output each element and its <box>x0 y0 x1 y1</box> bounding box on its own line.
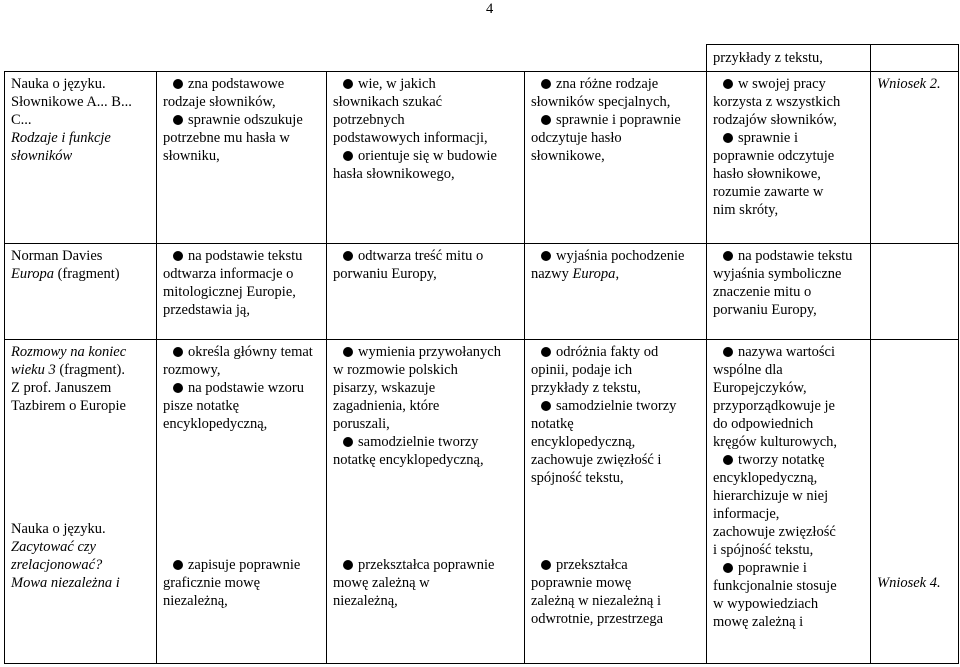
text-fragment: w swojej pracy <box>738 76 826 92</box>
bullet-icon <box>343 79 353 89</box>
cell-line <box>163 75 320 93</box>
cell-line <box>163 265 320 283</box>
text-fragment: zależną w niezależną i <box>531 593 662 609</box>
cell-line <box>333 147 518 165</box>
text-fragment: przykłady z tekstu, <box>531 380 641 396</box>
bullet-icon <box>723 133 733 143</box>
text-fragment: na podstawie tekstu <box>188 248 303 264</box>
text-fragment: funkcjonalnie stosuje <box>713 578 837 594</box>
text-fragment: notatkę encyklopedyczną, <box>333 452 484 468</box>
bullet-icon <box>723 79 733 89</box>
cell-line <box>531 574 700 592</box>
text-fragment: nazwy <box>531 266 573 282</box>
cell-line <box>713 541 864 559</box>
cell-line <box>531 592 700 610</box>
text-fragment: słownikach szukać <box>333 94 443 110</box>
text-fragment: odwrotnie, przestrzega <box>531 611 664 627</box>
text-fragment: wyjaśnia pochodzenie <box>556 248 685 264</box>
text-fragment: Rozmowy na koniec <box>11 344 127 360</box>
cell-line <box>163 361 320 379</box>
cell-line <box>531 610 700 628</box>
cell-line <box>11 556 150 574</box>
bullet-icon <box>541 401 551 411</box>
cell-line <box>11 379 150 397</box>
table-row <box>5 244 959 340</box>
text-fragment: tworzy notatkę <box>738 452 825 468</box>
table-cell <box>707 72 871 244</box>
text-fragment: informacje, <box>713 506 780 522</box>
table-cell <box>327 72 525 244</box>
text-fragment: pisze notatkę <box>163 398 240 414</box>
text-fragment: Mowa niezależna i <box>11 575 120 591</box>
cell-line <box>163 93 320 111</box>
text-fragment: Wniosek 4. <box>877 575 941 591</box>
text-fragment: Słownikowe A... B... <box>11 94 132 110</box>
cell-line <box>333 247 518 265</box>
cell-line <box>333 433 518 451</box>
text-fragment: hierarchizuje w niej <box>713 488 829 504</box>
cell-line <box>333 93 518 111</box>
text-fragment: odczytuje hasło <box>531 130 622 146</box>
cell-line <box>11 520 150 538</box>
cell-line <box>713 469 864 487</box>
cell-line <box>163 397 320 415</box>
cell-line <box>713 379 864 397</box>
bullet-icon <box>343 151 353 161</box>
table-cell <box>871 72 959 244</box>
cell-line <box>163 556 320 574</box>
cell-line <box>531 361 700 379</box>
cell-line <box>333 574 518 592</box>
requirements-table <box>4 44 959 664</box>
text-fragment: wie, w jakich <box>358 76 436 92</box>
table-cell <box>525 340 707 664</box>
bullet-icon <box>343 347 353 357</box>
bullet-icon <box>343 437 353 447</box>
text-fragment: odróżnia fakty od <box>556 344 659 360</box>
bullet-icon <box>173 347 183 357</box>
cell-line <box>11 361 150 379</box>
bullet-icon <box>173 560 183 570</box>
text-fragment: poprawnie i <box>738 560 807 576</box>
cell-line <box>713 183 864 201</box>
cell-line <box>11 265 150 283</box>
text-fragment: Europa <box>11 266 54 282</box>
text-fragment: encyklopedyczną, <box>163 416 268 432</box>
table-cell <box>327 340 525 664</box>
text-fragment: potrzebnych <box>333 112 405 128</box>
cell-line <box>333 592 518 610</box>
cell-line <box>877 75 952 93</box>
table-cell <box>871 340 959 664</box>
cell-line <box>163 343 320 361</box>
text-fragment: hasła słownikowego, <box>333 166 455 182</box>
cell-line <box>713 111 864 129</box>
text-fragment: nim skróty, <box>713 202 779 218</box>
text-fragment: zna różne rodzaje <box>556 76 659 92</box>
bullet-icon <box>723 251 733 261</box>
top-fragment-text: przykłady z tekstu, <box>713 50 823 66</box>
bullet-icon <box>173 251 183 261</box>
table-cell <box>157 72 327 244</box>
cell-line <box>531 379 700 397</box>
text-fragment: mitologicznej Europie, <box>163 284 296 300</box>
text-fragment: Nauka o języku. <box>11 521 106 537</box>
cell-line <box>11 538 150 556</box>
text-fragment: notatkę <box>531 416 574 432</box>
cell-line <box>531 265 700 283</box>
cell-line <box>713 165 864 183</box>
table-row <box>5 340 959 664</box>
bullet-icon <box>173 383 183 393</box>
text-fragment: na podstawie tekstu <box>738 248 853 264</box>
text-fragment: samodzielnie tworzy <box>358 434 479 450</box>
cell-line <box>333 111 518 129</box>
text-fragment: niezależną, <box>333 593 398 609</box>
cell-line <box>163 111 320 129</box>
text-fragment: zagadnienia, które <box>333 398 440 414</box>
table-cell <box>871 45 959 72</box>
cell-line <box>713 451 864 469</box>
text-fragment: samodzielnie tworzy <box>556 398 677 414</box>
cell-line <box>11 247 150 265</box>
cell-line <box>531 93 700 111</box>
bullet-icon <box>173 115 183 125</box>
cell-line <box>713 523 864 541</box>
cell-line <box>333 129 518 147</box>
text-fragment: rodzaje słowników, <box>163 94 276 110</box>
cell-line <box>713 129 864 147</box>
text-fragment: potrzebne mu hasła w <box>163 130 290 146</box>
cell-line <box>333 265 518 283</box>
blank-cell <box>5 45 707 72</box>
text-fragment: graficznie mowę <box>163 575 261 591</box>
cell-line <box>713 75 864 93</box>
cell-line <box>11 574 150 592</box>
cell-line <box>531 556 700 574</box>
cell-line <box>333 556 518 574</box>
cell-line <box>333 165 518 183</box>
cell-line <box>713 433 864 451</box>
table-cell <box>5 340 157 664</box>
cell-line <box>11 129 150 147</box>
text-fragment: wymienia przywołanych <box>358 344 501 360</box>
text-fragment: przekształca poprawnie <box>358 557 495 573</box>
cell-line <box>713 415 864 433</box>
text-fragment: Tazbirem o Europie <box>11 398 126 414</box>
cell-line <box>713 361 864 379</box>
text-fragment: mowę zależną w <box>333 575 430 591</box>
bullet-icon <box>723 347 733 357</box>
table-cell <box>707 45 871 72</box>
cell-line <box>163 574 320 592</box>
text-fragment: wyjaśnia symboliczne <box>713 266 842 282</box>
text-fragment: zrelacjonować? <box>11 557 103 573</box>
cell-line <box>163 415 320 433</box>
table-cell <box>5 72 157 244</box>
text-fragment: znaczenie mitu o <box>713 284 812 300</box>
table-cell <box>525 72 707 244</box>
table-cell <box>327 244 525 340</box>
cell-line <box>713 505 864 523</box>
text-fragment: hasło słownikowe, <box>713 166 821 182</box>
cell-line <box>163 247 320 265</box>
text-fragment: rodzajów słowników, <box>713 112 837 128</box>
text-fragment: wieku 3 <box>11 362 56 378</box>
text-fragment: sprawnie i <box>738 130 798 146</box>
cell-line <box>531 433 700 451</box>
text-fragment: zapisuje poprawnie <box>188 557 301 573</box>
cell-line <box>333 397 518 415</box>
text-fragment: zachowuje zwięzłość <box>713 524 836 540</box>
text-fragment: encyklopedyczną, <box>531 434 636 450</box>
cell-line <box>713 247 864 265</box>
text-fragment: orientuje się w budowie <box>358 148 497 164</box>
cell-line <box>333 75 518 93</box>
cell-line <box>531 129 700 147</box>
cell-line <box>531 451 700 469</box>
cell-line <box>877 574 952 592</box>
table-cell <box>871 244 959 340</box>
cell-line <box>11 111 150 129</box>
cell-line <box>163 379 320 397</box>
text-fragment: niezależną, <box>163 593 228 609</box>
text-fragment: rozumie zawarte w <box>713 184 824 200</box>
cell-line <box>333 343 518 361</box>
cell-line <box>11 147 150 165</box>
cell-line <box>713 343 864 361</box>
text-fragment: porwaniu Europy, <box>333 266 437 282</box>
text-fragment: poprawnie mowę <box>531 575 632 591</box>
table-cell <box>707 340 871 664</box>
text-fragment: (fragment). <box>55 362 125 378</box>
table-cell <box>157 244 327 340</box>
cell-line <box>11 93 150 111</box>
cell-line <box>163 301 320 319</box>
cell-line <box>163 592 320 610</box>
cell-line <box>713 397 864 415</box>
table-row <box>5 72 959 244</box>
cell-line <box>713 577 864 595</box>
bullet-icon <box>723 563 733 573</box>
cell-line <box>163 283 320 301</box>
text-fragment: słowników <box>11 148 73 164</box>
text-fragment: poruszali, <box>333 416 390 432</box>
cell-line <box>163 147 320 165</box>
text-fragment: nazywa wartości <box>738 344 836 360</box>
text-fragment: i spójność tekstu, <box>713 542 814 558</box>
bullet-icon <box>173 79 183 89</box>
cell-line <box>531 397 700 415</box>
text-fragment: mowę zależną i <box>713 614 804 630</box>
text-fragment: w rozmowie polskich <box>333 362 458 378</box>
text-fragment: korzysta z wszystkich <box>713 94 841 110</box>
text-fragment: Rodzaje i funkcje <box>11 130 111 146</box>
text-fragment: (fragment) <box>53 266 120 282</box>
cell-line <box>531 75 700 93</box>
bullet-icon <box>541 79 551 89</box>
text-fragment: Z prof. Januszem <box>11 380 112 396</box>
text-fragment: encyklopedyczną, <box>713 470 818 486</box>
cell-line <box>531 469 700 487</box>
cell-line <box>531 343 700 361</box>
cell-line <box>333 451 518 469</box>
cell-line <box>713 201 864 219</box>
cell-line <box>713 265 864 283</box>
text-fragment: określa główny temat <box>188 344 313 360</box>
cell-line <box>531 111 700 129</box>
cell-line <box>713 147 864 165</box>
text-fragment: Europa <box>572 266 616 282</box>
text-fragment: C... <box>11 112 32 128</box>
cell-line <box>333 379 518 397</box>
text-fragment: Zacytować czy <box>11 539 96 555</box>
text-fragment: porwaniu Europy, <box>713 302 817 318</box>
cell-line <box>713 301 864 319</box>
cell-line <box>713 559 864 577</box>
text-fragment: słowników specjalnych, <box>531 94 671 110</box>
text-fragment: wspólne dla <box>713 362 783 378</box>
cell-line <box>11 343 150 361</box>
cell-line <box>163 129 320 147</box>
text-fragment: odtwarza treść mitu o <box>358 248 484 264</box>
text-fragment: zachowuje zwięzłość i <box>531 452 662 468</box>
text-fragment: w wypowiedziach <box>713 596 819 612</box>
bullet-icon <box>723 455 733 465</box>
cell-line <box>713 595 864 613</box>
table-cell <box>707 244 871 340</box>
bullet-icon <box>343 251 353 261</box>
bullet-icon <box>541 251 551 261</box>
table-cell <box>5 244 157 340</box>
text-fragment: Norman Davies <box>11 248 103 264</box>
text-fragment: opinii, podaje ich <box>531 362 633 378</box>
cell-line <box>713 283 864 301</box>
text-fragment: przedstawia ją, <box>163 302 250 318</box>
table-cell <box>157 340 327 664</box>
cell-line <box>713 487 864 505</box>
cell-line <box>713 93 864 111</box>
cell-line <box>713 613 864 631</box>
text-fragment: podstawowych informacji, <box>333 130 488 146</box>
text-fragment: rozmowy, <box>163 362 221 378</box>
text-fragment: słowniku, <box>163 148 220 164</box>
text-fragment: przyporządkowuje je <box>713 398 835 414</box>
bullet-icon <box>541 115 551 125</box>
text-fragment: sprawnie i poprawnie <box>556 112 681 128</box>
text-fragment: przekształca <box>556 557 628 573</box>
text-fragment: słownikowe, <box>531 148 605 164</box>
text-fragment: , <box>615 266 620 282</box>
text-fragment: odtwarza informacje o <box>163 266 294 282</box>
top-fragment-row <box>5 45 959 72</box>
table-cell <box>525 244 707 340</box>
text-fragment: Europejczyków, <box>713 380 807 396</box>
text-fragment: sprawnie odszukuje <box>188 112 303 128</box>
text-fragment: spójność tekstu, <box>531 470 624 486</box>
bullet-icon <box>541 560 551 570</box>
bullet-icon <box>343 560 353 570</box>
cell-line <box>11 397 150 415</box>
text-fragment: kręgów kulturowych, <box>713 434 838 450</box>
text-fragment: Wniosek 2. <box>877 76 941 92</box>
text-fragment: Nauka o języku. <box>11 76 106 92</box>
text-fragment: do odpowiednich <box>713 416 814 432</box>
cell-line <box>531 415 700 433</box>
cell-line <box>11 75 150 93</box>
text-fragment: zna podstawowe <box>188 76 285 92</box>
bullet-icon <box>541 347 551 357</box>
text-fragment: pisarzy, wskazuje <box>333 380 436 396</box>
cell-line <box>333 361 518 379</box>
text-fragment: na podstawie wzoru <box>188 380 304 396</box>
cell-line <box>531 247 700 265</box>
text-fragment: poprawnie odczytuje <box>713 148 835 164</box>
cell-line <box>333 415 518 433</box>
cell-line <box>531 147 700 165</box>
page-number: 4 <box>486 1 494 17</box>
